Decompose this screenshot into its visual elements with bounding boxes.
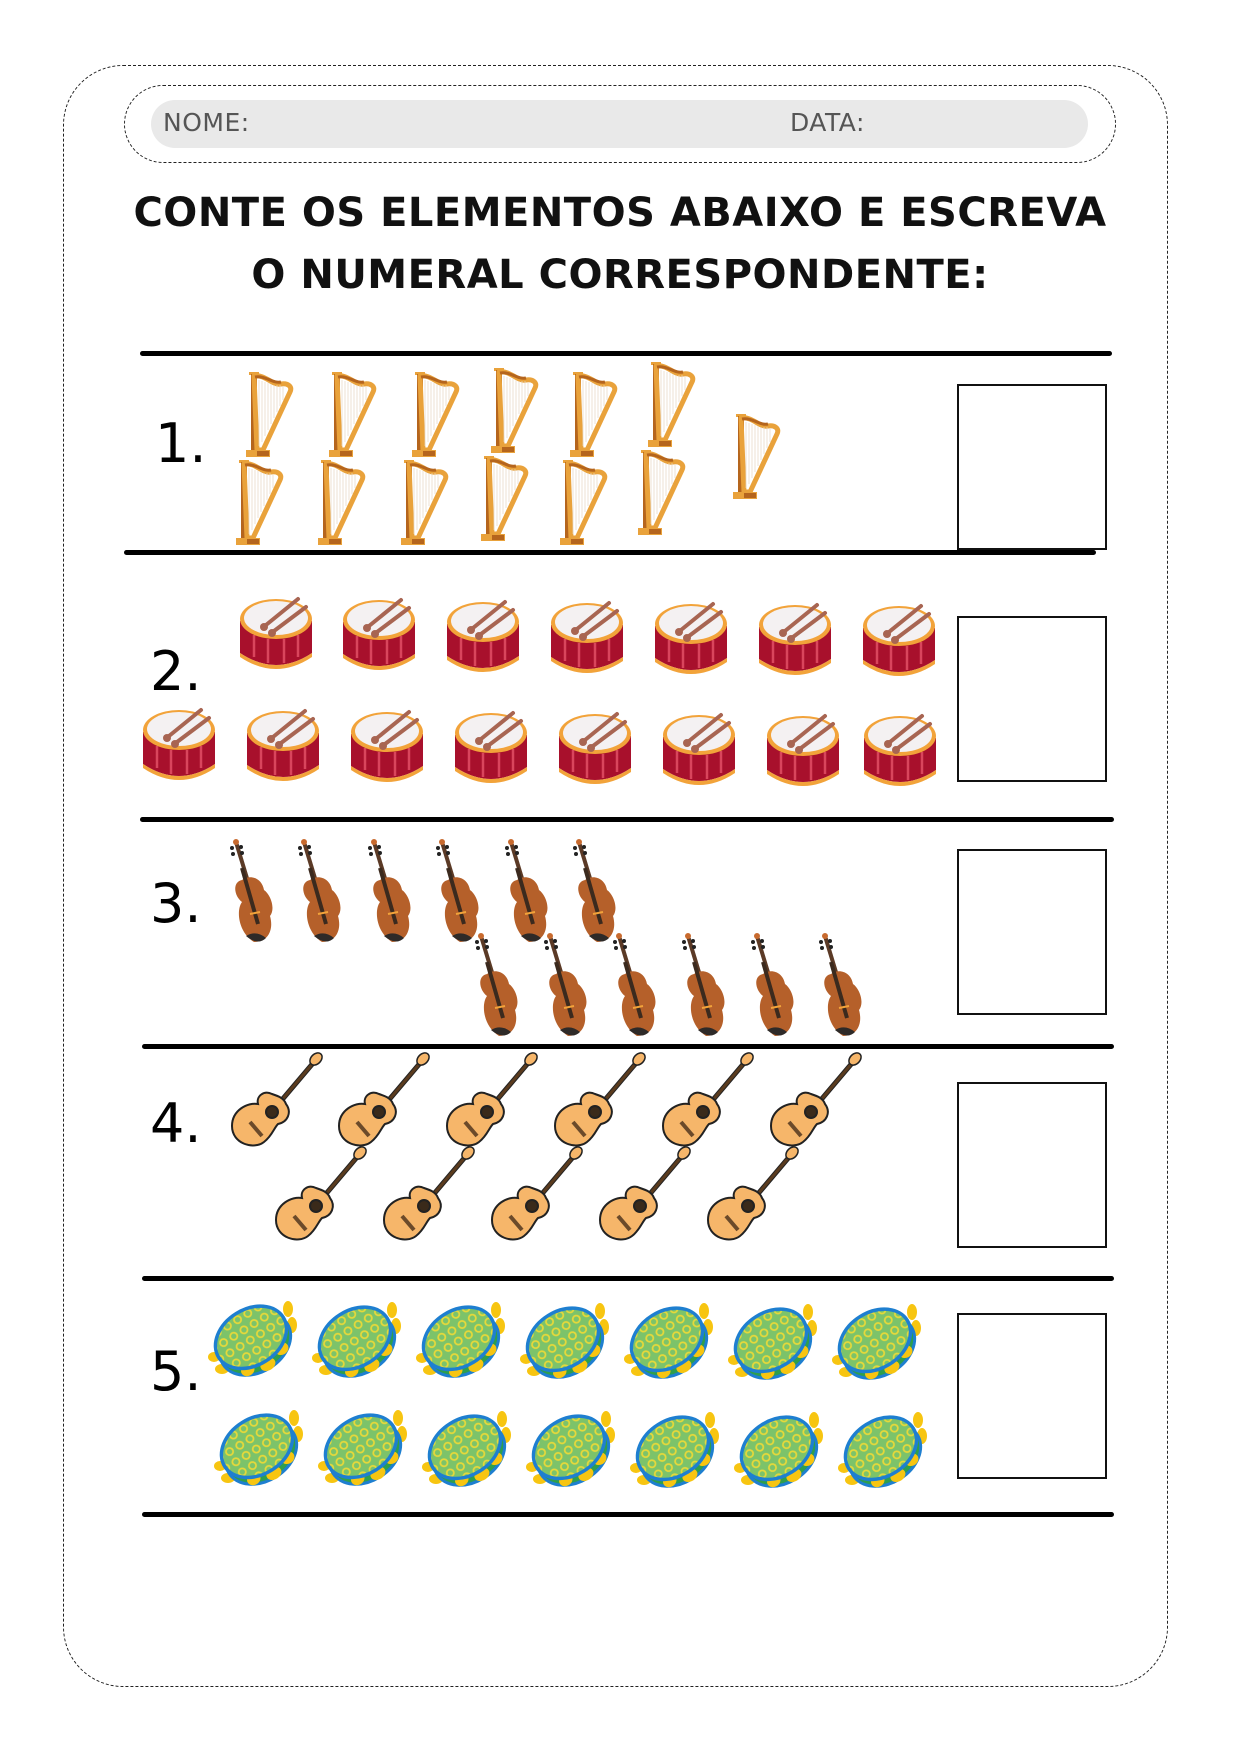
harp-icon [730,412,782,502]
section-divider [142,1276,1114,1281]
guitar-icon [380,1146,476,1246]
section-divider [124,550,1096,555]
tambourine-icon [526,1407,614,1489]
harp-icon [645,360,697,450]
exercise-number: 2. [150,640,202,703]
harp-icon [557,458,609,548]
name-label: NOME: [163,108,250,137]
drum-icon [651,600,731,678]
violin-icon [296,838,344,950]
tambourine-icon [312,1298,400,1380]
name-date-field[interactable] [151,100,1088,148]
tambourine-icon [422,1407,510,1489]
harp-icon [326,370,378,460]
drum-icon [243,707,323,785]
harp-icon [398,458,450,548]
drum-icon [755,601,835,679]
drum-icon [547,599,627,677]
tambourine-icon [624,1299,712,1381]
harp-icon [478,454,530,544]
drum-icon [555,710,635,788]
instructions-title-line-2: O NUMERAL CORRESPONDENTE: [251,252,989,298]
violin-icon [680,932,728,1044]
guitar-icon [551,1052,647,1152]
section-divider [140,351,1112,356]
tambourine-icon [838,1408,926,1490]
section-divider [140,817,1114,822]
guitar-icon [335,1052,431,1152]
exercise-number: 5. [150,1340,202,1403]
answer-box[interactable] [957,1082,1107,1248]
tambourine-icon [318,1406,406,1488]
guitar-icon [488,1146,584,1246]
harp-icon [635,448,687,538]
violin-icon [542,932,590,1044]
instructions-title-line-1: CONTE OS ELEMENTOS ABAIXO E ESCREVA [133,190,1107,236]
answer-box[interactable] [957,1313,1107,1479]
violin-icon [473,932,521,1044]
drum-icon [763,712,843,790]
tambourine-icon [214,1406,302,1488]
harp-icon [243,370,295,460]
harp-icon [315,458,367,548]
guitar-icon [659,1052,755,1152]
harp-icon [567,370,619,460]
tambourine-icon [734,1408,822,1490]
drum-icon [339,596,419,674]
drum-icon [860,712,940,790]
drum-icon [451,709,531,787]
guitar-icon [767,1052,863,1152]
tambourine-icon [208,1297,296,1379]
guitar-icon [704,1146,800,1246]
violin-icon [611,932,659,1044]
drum-icon [236,595,316,673]
answer-box[interactable] [957,616,1107,782]
drum-icon [347,708,427,786]
guitar-icon [443,1052,539,1152]
tambourine-icon [520,1299,608,1381]
harp-icon [409,370,461,460]
violin-icon [749,932,797,1044]
exercise-number: 3. [150,872,202,935]
exercise-number: 1. [155,412,207,475]
section-divider [142,1044,1114,1049]
harp-icon [488,366,540,456]
drum-icon [659,711,739,789]
violin-icon [366,838,414,950]
guitar-icon [272,1146,368,1246]
drum-icon [443,598,523,676]
date-label: DATA: [790,108,865,137]
tambourine-icon [832,1300,920,1382]
tambourine-icon [728,1300,816,1382]
answer-box[interactable] [957,849,1107,1015]
harp-icon [233,458,285,548]
violin-icon [228,838,276,950]
drum-icon [139,706,219,784]
guitar-icon [596,1146,692,1246]
exercise-number: 4. [150,1092,202,1155]
drum-icon [859,602,939,680]
tambourine-icon [630,1408,718,1490]
violin-icon [817,932,865,1044]
section-divider [142,1512,1114,1517]
tambourine-icon [416,1298,504,1380]
answer-box[interactable] [957,384,1107,550]
guitar-icon [228,1052,324,1152]
